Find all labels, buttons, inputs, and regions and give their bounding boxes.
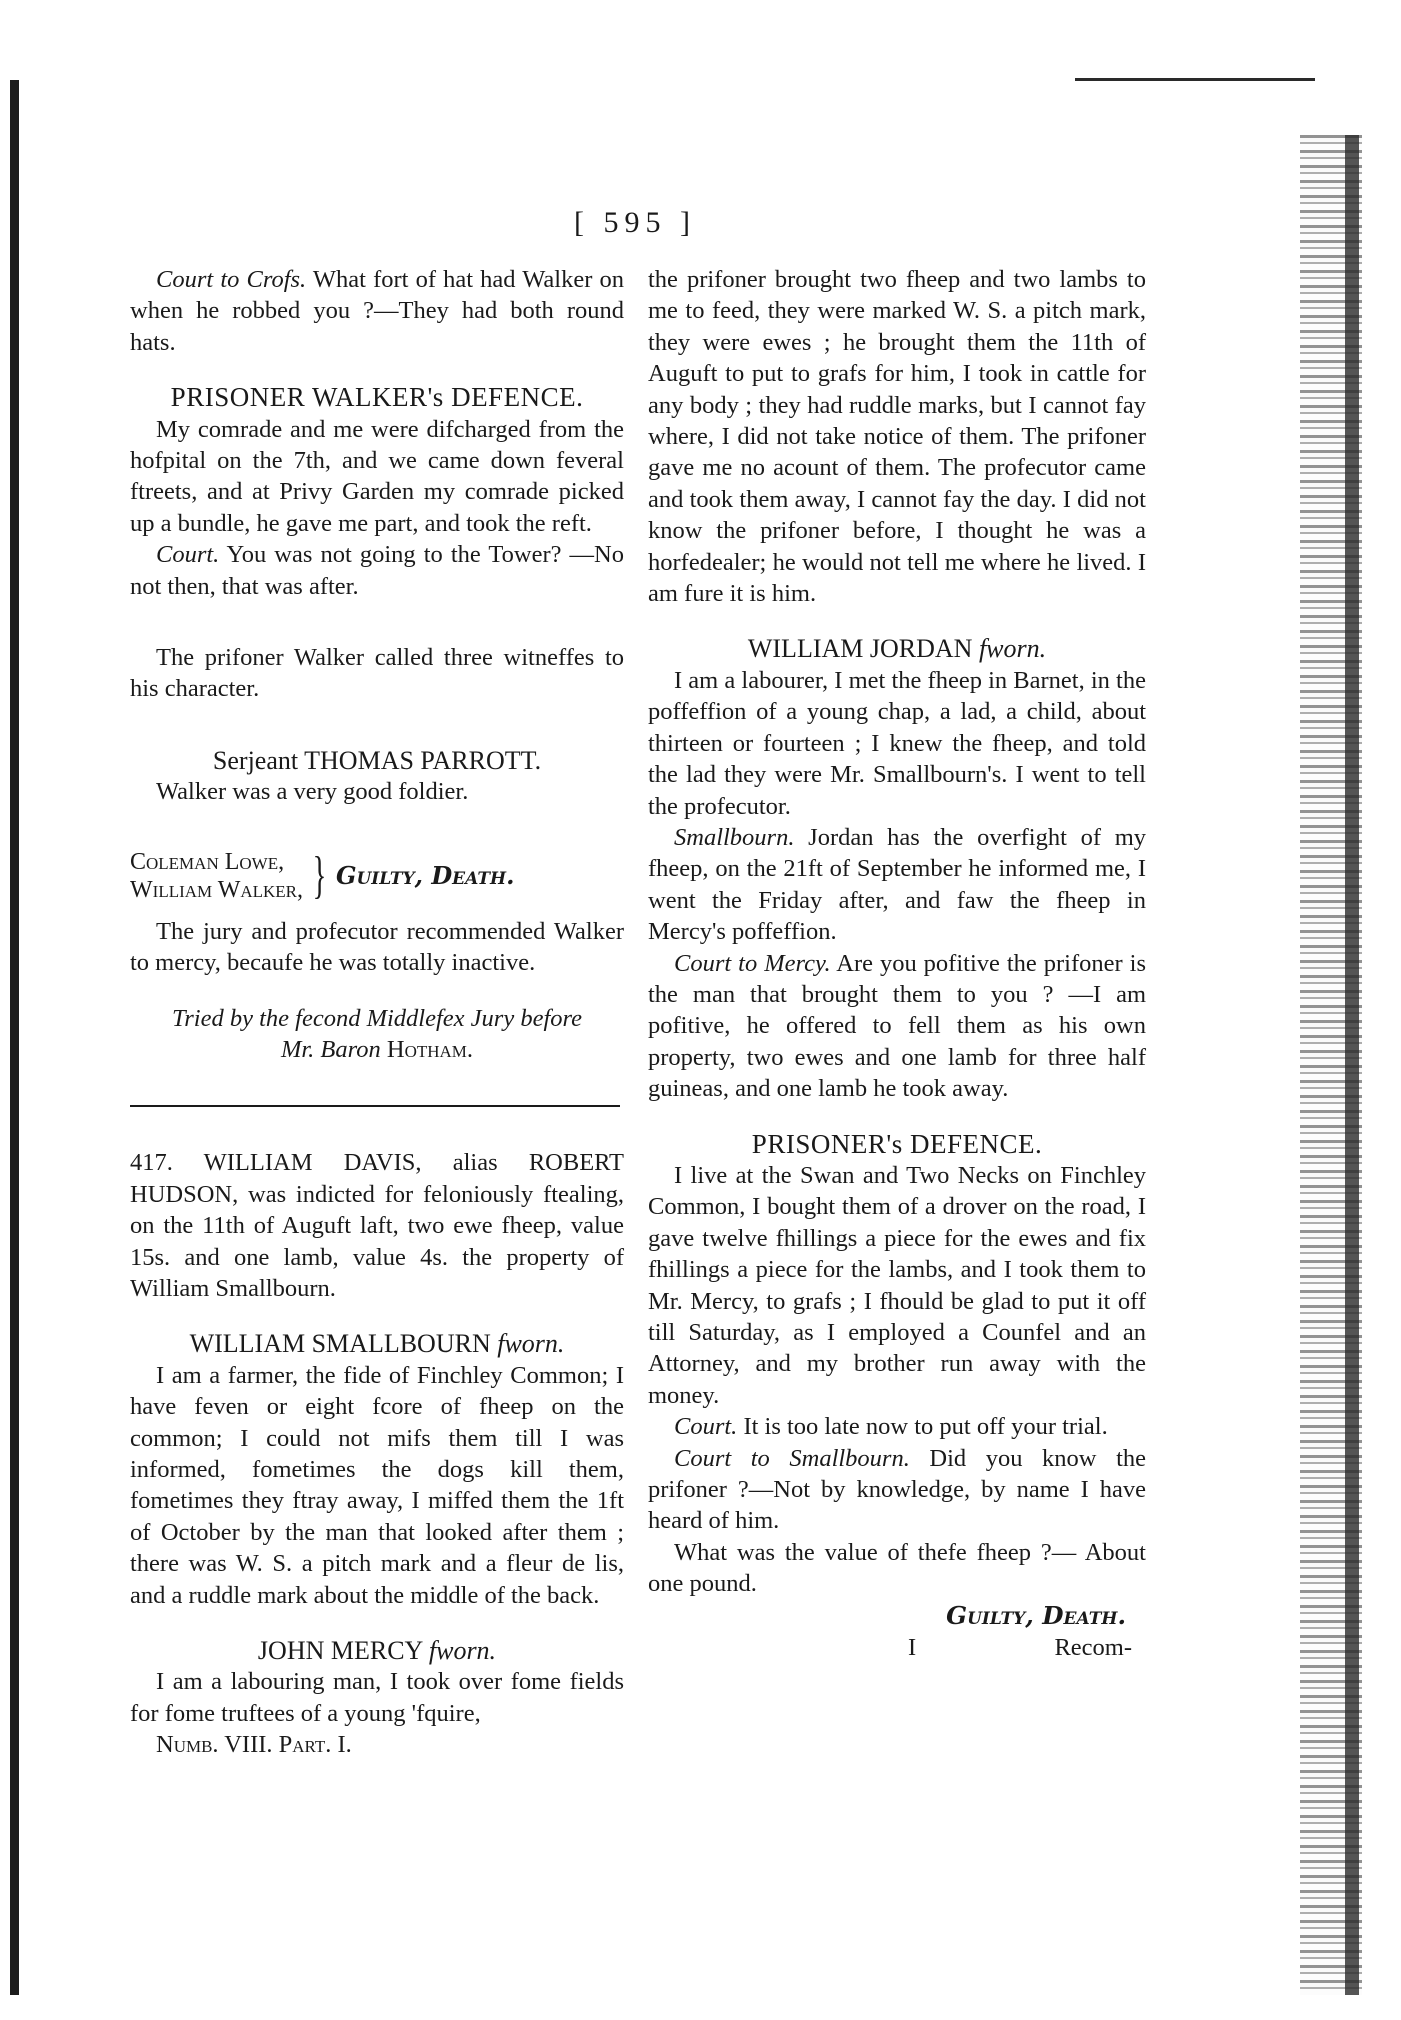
paragraph	[130, 264, 624, 358]
page-number: [ 595 ]	[574, 206, 696, 239]
paragraph-text: What fort of hat had Walker on when he robbed you ?—They had both round hats.	[130, 266, 624, 356]
witness-heading: Serjeant THOMAS PARROTT.	[212, 745, 542, 775]
page-corner-rule	[1075, 78, 1315, 81]
paragraph	[648, 1443, 1146, 1537]
catchword: Recom-	[1054, 1634, 1132, 1662]
witness-heading	[130, 1635, 624, 1666]
defendant-name: Coleman Lowe,	[130, 848, 285, 875]
paragraph: I am a labourer, I met the fheep in Barnet, in the poffeffion of a young chap, a lad, a child, about thirteen or fourteen ; I knew the fheep, and told the lad they were Mr. Smallbourn's. I went to tell the profecutor.	[648, 666, 1146, 820]
tried-line: Mr. Baron	[280, 1035, 381, 1063]
verdict-text: Guilty, Death.	[335, 860, 515, 890]
verdict-line	[648, 1600, 1146, 1632]
tried-note	[130, 1003, 624, 1066]
defendant-name: William Walker,	[130, 876, 304, 903]
paragraph: I am a farmer, the fide of Finchley Common; I have feven or eight fcore of fheep on the common; I could not mifs them till I was informed, fometimes the dogs kill them, fometimes they ftray away, I miffed them the 1ft of October by the man that looked after them ; there was W. S. a pitch mark and a fleur de lis, and a ruddle mark about the middle of the back.	[130, 1361, 624, 1609]
case-paragraph: 417. WILLIAM DAVIS, alias ROBERT HUDSON, was indicted for feloniously ftealing, on the 11th of Auguft laft, two ewe fheep, value 15s. and one lamb, value 4s. the property of William Smallbourn.	[130, 1149, 624, 1302]
paragraph: I live at the Swan and Two Necks on Finchley Common, I bought them of a drover on the road, I gave twelve fhillings a piece for the ewes and fix fhillings a piece for the lambs, and I took them to Mr. Mercy, to grafs ; I fhould be glad to put it off till Saturday, as I employed a Counfel and an Attorney, and my brother run away with the money.	[648, 1161, 1146, 1409]
speaker-label: Court to Crofs.	[156, 266, 307, 293]
verdict-text: Guilty, Death.	[946, 1600, 1126, 1630]
speaker-label: Court.	[674, 1413, 738, 1441]
book-spine-edge	[1345, 135, 1359, 1995]
paragraph-text: Did you know the prifoner ?—Not by knowledge, by name I have heard of him.	[648, 1444, 1146, 1535]
speaker-label: Smallbourn.	[674, 823, 795, 851]
paragraph	[648, 1411, 1146, 1442]
verdict-block	[130, 848, 624, 904]
paragraph-text: Are you pofitive the prifoner is the man that brought them to you ? —I am pofitive, he offered to fell them as his own property, two ewes and one lamb for three half guineas, and one lamb he took away.	[648, 949, 1146, 1103]
signature-mark: I	[908, 1634, 917, 1662]
paragraph: The prifoner Walker called three witneffes to his character.	[130, 644, 624, 703]
speaker-label: Court to Mercy.	[674, 949, 831, 977]
sworn-label: fworn.	[497, 1329, 565, 1359]
tried-line: Tried by the fecond Middlefex Jury before	[171, 1004, 583, 1032]
paragraph: the prifoner brought two fheep and two lambs to me to feed, they were marked W. S. a pitch mark, they were ewes ; he brought them the 11th of Auguft to put to grafs for him, I took in cattle for any body ; they had ruddle marks, but I cannot fay where, I did not take notice of them. The prifoner gave me no acount of them. The profecutor came and took them away, I cannot fay the day. I did not know the prifoner before, I thought he was a horfedealer; he would not tell me where he lived. I am fure it is him.	[648, 266, 1146, 608]
speaker-label: Court to Smallbourn.	[674, 1444, 910, 1472]
sworn-label: fworn.	[978, 634, 1047, 664]
witness-heading	[648, 633, 1146, 664]
right-column	[648, 264, 1146, 1663]
paragraph	[130, 539, 624, 602]
sworn-label: fworn.	[428, 1636, 497, 1665]
paragraph: Walker was a very good foldier.	[156, 778, 469, 806]
footer-signature: Numb. VIII. Part. I.	[156, 1731, 352, 1759]
page-footer	[648, 1632, 1146, 1663]
binding-edge-shadow	[10, 80, 19, 1995]
section-heading: PRISONER WALKER's DEFENCE.	[170, 382, 584, 413]
left-column	[130, 264, 624, 1761]
witness-name: WILLIAM JORDAN	[747, 634, 973, 664]
witness-name: JOHN MERCY	[257, 1636, 423, 1665]
brace-glyph: }	[312, 846, 327, 904]
paragraph-text: Jordan has the overfight of my fheep, on the 21ft of September he informed me, I went the Friday after, and faw the fheep in Mercy's poffeffion.	[648, 823, 1146, 946]
judge-name: Hotham.	[386, 1035, 474, 1063]
paragraph: The jury and profecutor recommended Walker to mercy, becaufe he was totally inactive.	[130, 917, 624, 977]
paragraph	[648, 948, 1146, 1105]
witness-heading	[130, 1328, 624, 1359]
paragraph-text: You was not going to the Tower? —No not then, that was after.	[130, 541, 624, 600]
section-heading: PRISONER's DEFENCE.	[751, 1128, 1043, 1159]
paragraph-text: It is too late now to put off your trial.	[743, 1413, 1108, 1441]
paragraph: My comrade and me were difcharged from the hofpital on the 7th, and we came down feveral ftreets, and at Privy Garden my comrade picked up a bundle, he gave me part, and took the reft.	[130, 415, 624, 537]
paragraph: What was the value of thefe fheep ?— About one pound.	[648, 1538, 1146, 1598]
paragraph: I am a labouring man, I took over fome fields for fome truftees of a young 'fquire,	[130, 1668, 624, 1727]
speaker-label: Court.	[156, 541, 220, 569]
witness-name: WILLIAM SMALLBOURN	[189, 1329, 491, 1359]
paragraph	[648, 822, 1146, 948]
